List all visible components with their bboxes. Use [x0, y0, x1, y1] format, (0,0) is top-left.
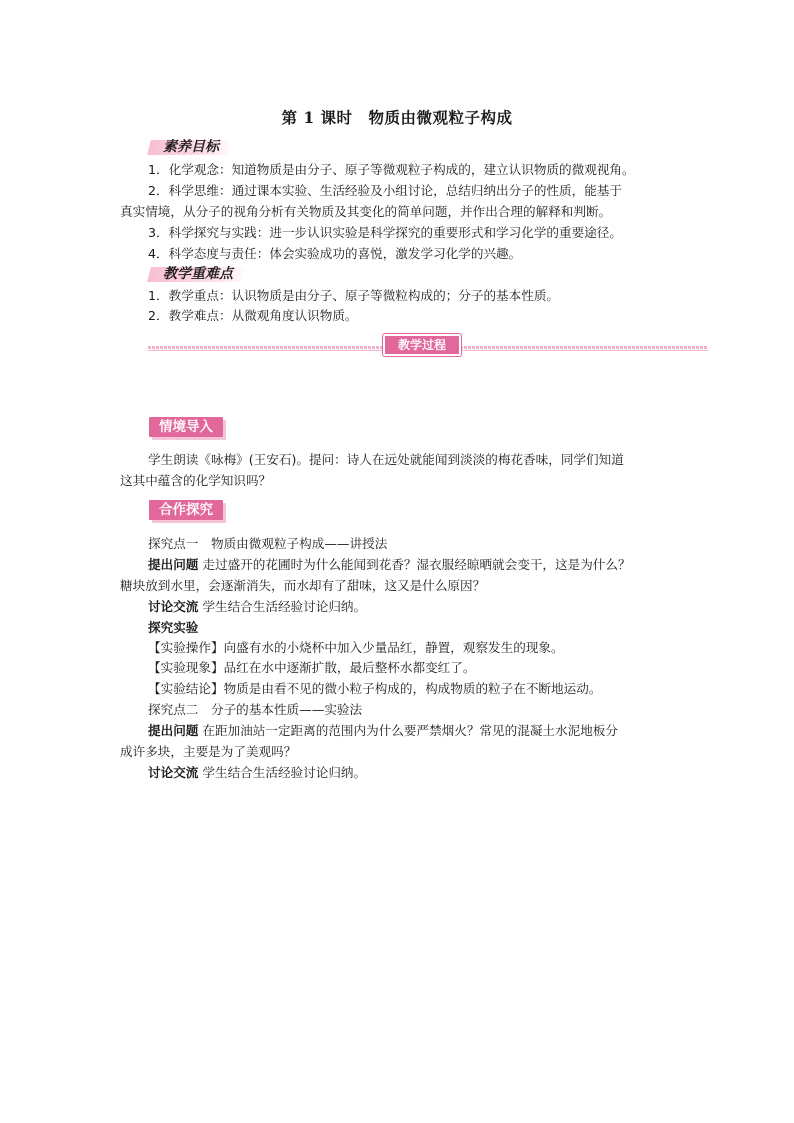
discussion2-text: 学生结合生活经验讨论归纳。	[198, 765, 367, 780]
lesson-title: 第 1 课时 物质由微观粒子构成	[281, 108, 513, 127]
discussion1-label: 讨论交流	[148, 599, 199, 614]
question1-line	[148, 555, 688, 575]
point2-title: 探究点二 分子的基本性质——实验法	[148, 702, 363, 717]
experiment-conclusion: 【实验结论】物质是由看不见的微小粒子构成的，构成物质的粒子在不断地运动。	[148, 681, 602, 696]
point1-title: 探究点一 物质由微观粒子构成——讲授法	[148, 536, 388, 551]
explore-header: 合作探究	[149, 500, 223, 520]
goal-line-3: 3．科学探究与实践：进一步认识实验是科学探究的重要形式和学习化学的重要途径。	[148, 225, 622, 240]
difficulty-line-1: 1．教学重点：认识物质是由分子、原子等微粒构成的；分子的基本性质。	[148, 288, 560, 303]
goal-line-2: 2．科学思维：通过课本实验、生活经验及小组讨论，总结归纳出分子的性质，能基于	[148, 183, 622, 198]
question2-label: 提出问题	[148, 723, 199, 738]
discussion1-line	[148, 597, 688, 617]
difficulty-line-2: 2．教学难点：从微观角度认识物质。	[148, 308, 358, 323]
question1-label: 提出问题	[148, 557, 199, 572]
question2-cont: 成许多块，主要是为了美观吗？	[120, 744, 297, 759]
goals-header: 素养目标	[147, 138, 233, 157]
discussion1-text: 学生结合生活经验讨论归纳。	[198, 599, 367, 614]
difficulty-header: 教学重难点	[147, 265, 247, 284]
discussion2-label: 讨论交流	[148, 765, 199, 780]
goal-line-1: 1．化学观念：知道物质是由分子、原子等微观粒子构成的，建立认识物质的微观视角。	[148, 162, 635, 177]
intro-line-1: 学生朗读《咏梅》(王安石)。提问：诗人在远处就能闻到淡淡的梅花香味，同学们知道	[148, 452, 624, 467]
question1-text: 走过盛开的花圃时为什么能闻到花香？湿衣服经晾晒就会变干，这是为什么？	[198, 557, 631, 572]
intro-line-2: 这其中蕴含的化学知识吗？	[120, 473, 272, 488]
experiment-phenomenon: 【实验现象】品红在水中逐渐扩散，最后整杯水都变红了。	[148, 660, 476, 675]
question1-cont: 糖块放到水里，会逐渐消失，而水却有了甜味，这又是什么原因？	[120, 578, 486, 593]
experiment-operation: 【实验操作】向盛有水的小烧杯中加入少量品红，静置，观察发生的现象。	[148, 640, 564, 655]
goal-line-2-cont: 真实情境，从分子的视角分析有关物质及其变化的简单问题，并作出合理的解释和判断。	[120, 204, 612, 219]
goal-line-4: 4．科学态度与责任：体会实验成功的喜悦，激发学习化学的兴趣。	[148, 246, 522, 261]
process-badge: 教学过程	[383, 334, 461, 356]
discussion2-line	[148, 763, 688, 783]
question2-line	[148, 721, 688, 741]
intro-header: 情境导入	[149, 417, 223, 437]
question2-text: 在距加油站一定距离的范围内为什么要严禁烟火？常见的混凝土水泥地板分	[198, 723, 618, 738]
experiment-label: 探究实验	[148, 620, 199, 635]
